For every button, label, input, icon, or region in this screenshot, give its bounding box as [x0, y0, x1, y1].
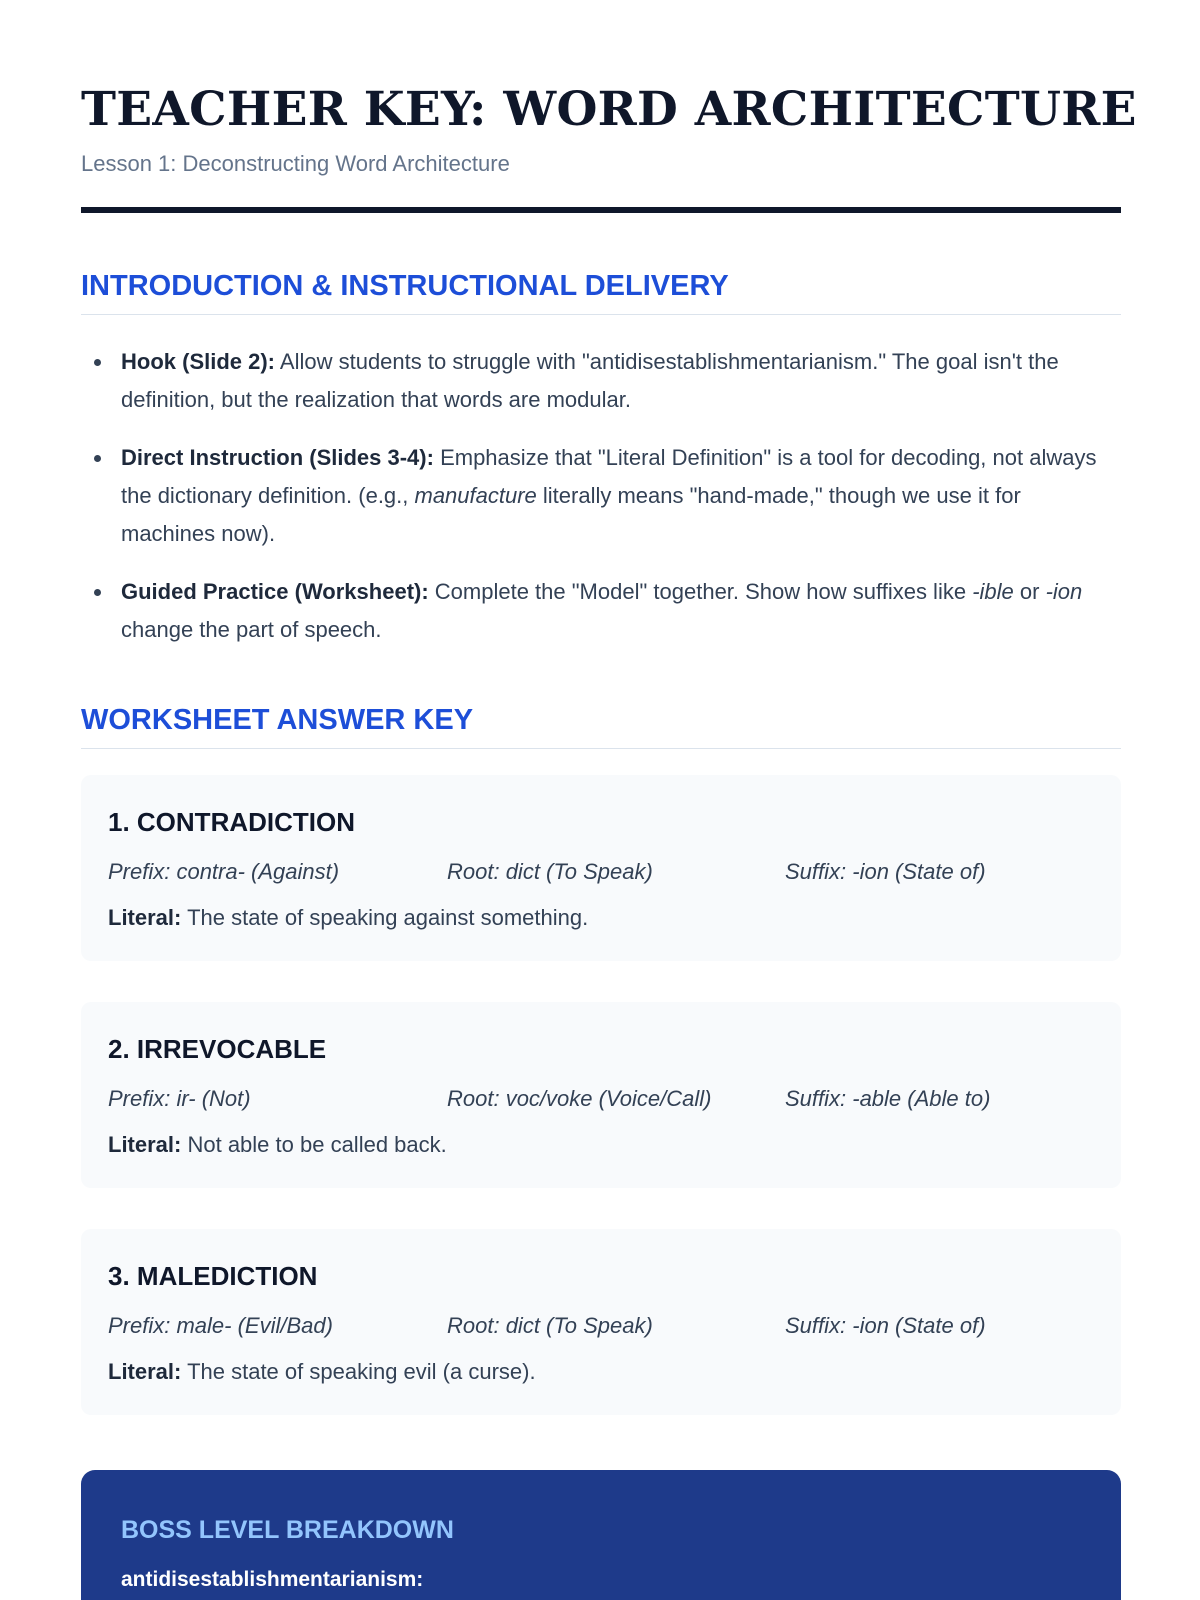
guided-practice-emphasis-ible: -ible: [972, 579, 1014, 604]
word-root: Root: voc/voke (Voice/Call): [447, 1086, 712, 1111]
direct-instruction-label: Direct Instruction (Slides 3-4):: [121, 445, 434, 470]
intro-section-heading: INTRODUCTION & INSTRUCTIONAL DELIVERY: [81, 270, 729, 302]
page-title: TEACHER KEY: WORD ARCHITECTURE: [81, 82, 1137, 137]
guided-practice-label: Guided Practice (Worksheet):: [121, 579, 429, 604]
guided-practice-text-after: change the part of speech.: [121, 617, 382, 642]
literal-text: Not able to be called back.: [181, 1132, 447, 1157]
hook-label: Hook (Slide 2):: [121, 349, 276, 374]
answer-key-section-divider: [81, 748, 1121, 749]
word-card-contradiction: [81, 775, 1121, 961]
word-title: 2. IRREVOCABLE: [108, 1034, 327, 1064]
word-literal: [108, 1132, 447, 1158]
word-prefix: Prefix: ir- (Not): [108, 1086, 251, 1111]
word-suffix: Suffix: -able (Able to): [785, 1086, 991, 1111]
direct-instruction-emphasis: manufacture: [414, 483, 537, 508]
word-root: Root: dict (To Speak): [447, 1313, 653, 1338]
instruction-list: [81, 343, 1121, 669]
intro-section-divider: [81, 314, 1121, 315]
title-divider: [81, 207, 1121, 213]
literal-text: The state of speaking evil (a curse).: [181, 1359, 536, 1384]
word-title: 1. CONTRADICTION: [108, 807, 355, 837]
page-subtitle: Lesson 1: Deconstructing Word Architecture: [81, 151, 510, 176]
word-title: 3. MALEDICTION: [108, 1261, 318, 1291]
hook-text: Allow students to struggle with "antidisestablishmentarianism." The goal isn't the definition, but the realization that words are modular.: [121, 349, 1059, 412]
answer-key-section-heading: WORKSHEET ANSWER KEY: [81, 704, 474, 736]
literal-text: The state of speaking against something.: [181, 905, 589, 930]
word-suffix: Suffix: -ion (State of): [785, 859, 986, 884]
word-literal: [108, 905, 588, 931]
boss-level-panel: [81, 1470, 1121, 1600]
word-prefix: Prefix: male- (Evil/Bad): [108, 1313, 333, 1338]
boss-level-word: antidisestablishmentarianism:: [121, 1568, 424, 1591]
direct-instruction-text-after: literally means "hand-made," though we use it for machines now).: [121, 483, 1021, 546]
word-prefix: Prefix: contra- (Against): [108, 859, 340, 884]
word-card-malediction: [81, 1229, 1121, 1415]
direct-instruction-text-before: Emphasize that "Literal Definition" is a tool for decoding, not always the dictionary definition. (e.g.,: [121, 445, 1097, 508]
list-item-hook: [81, 343, 1121, 419]
word-literal: [108, 1359, 536, 1385]
word-suffix: Suffix: -ion (State of): [785, 1313, 986, 1338]
guided-practice-text-middle: or: [1013, 579, 1046, 604]
literal-label: Literal:: [108, 1359, 182, 1384]
guided-practice-text-before: Complete the "Model" together. Show how suffixes like: [428, 579, 973, 604]
literal-label: Literal:: [108, 905, 182, 930]
literal-label: Literal:: [108, 1132, 182, 1157]
boss-level-title: BOSS LEVEL BREAKDOWN: [121, 1516, 454, 1544]
word-card-irrevocable: [81, 1002, 1121, 1188]
list-item-direct-instruction: [81, 439, 1121, 553]
list-item-guided-practice: [81, 573, 1121, 649]
word-root: Root: dict (To Speak): [447, 859, 653, 884]
guided-practice-emphasis-ion: -ion: [1045, 579, 1083, 604]
